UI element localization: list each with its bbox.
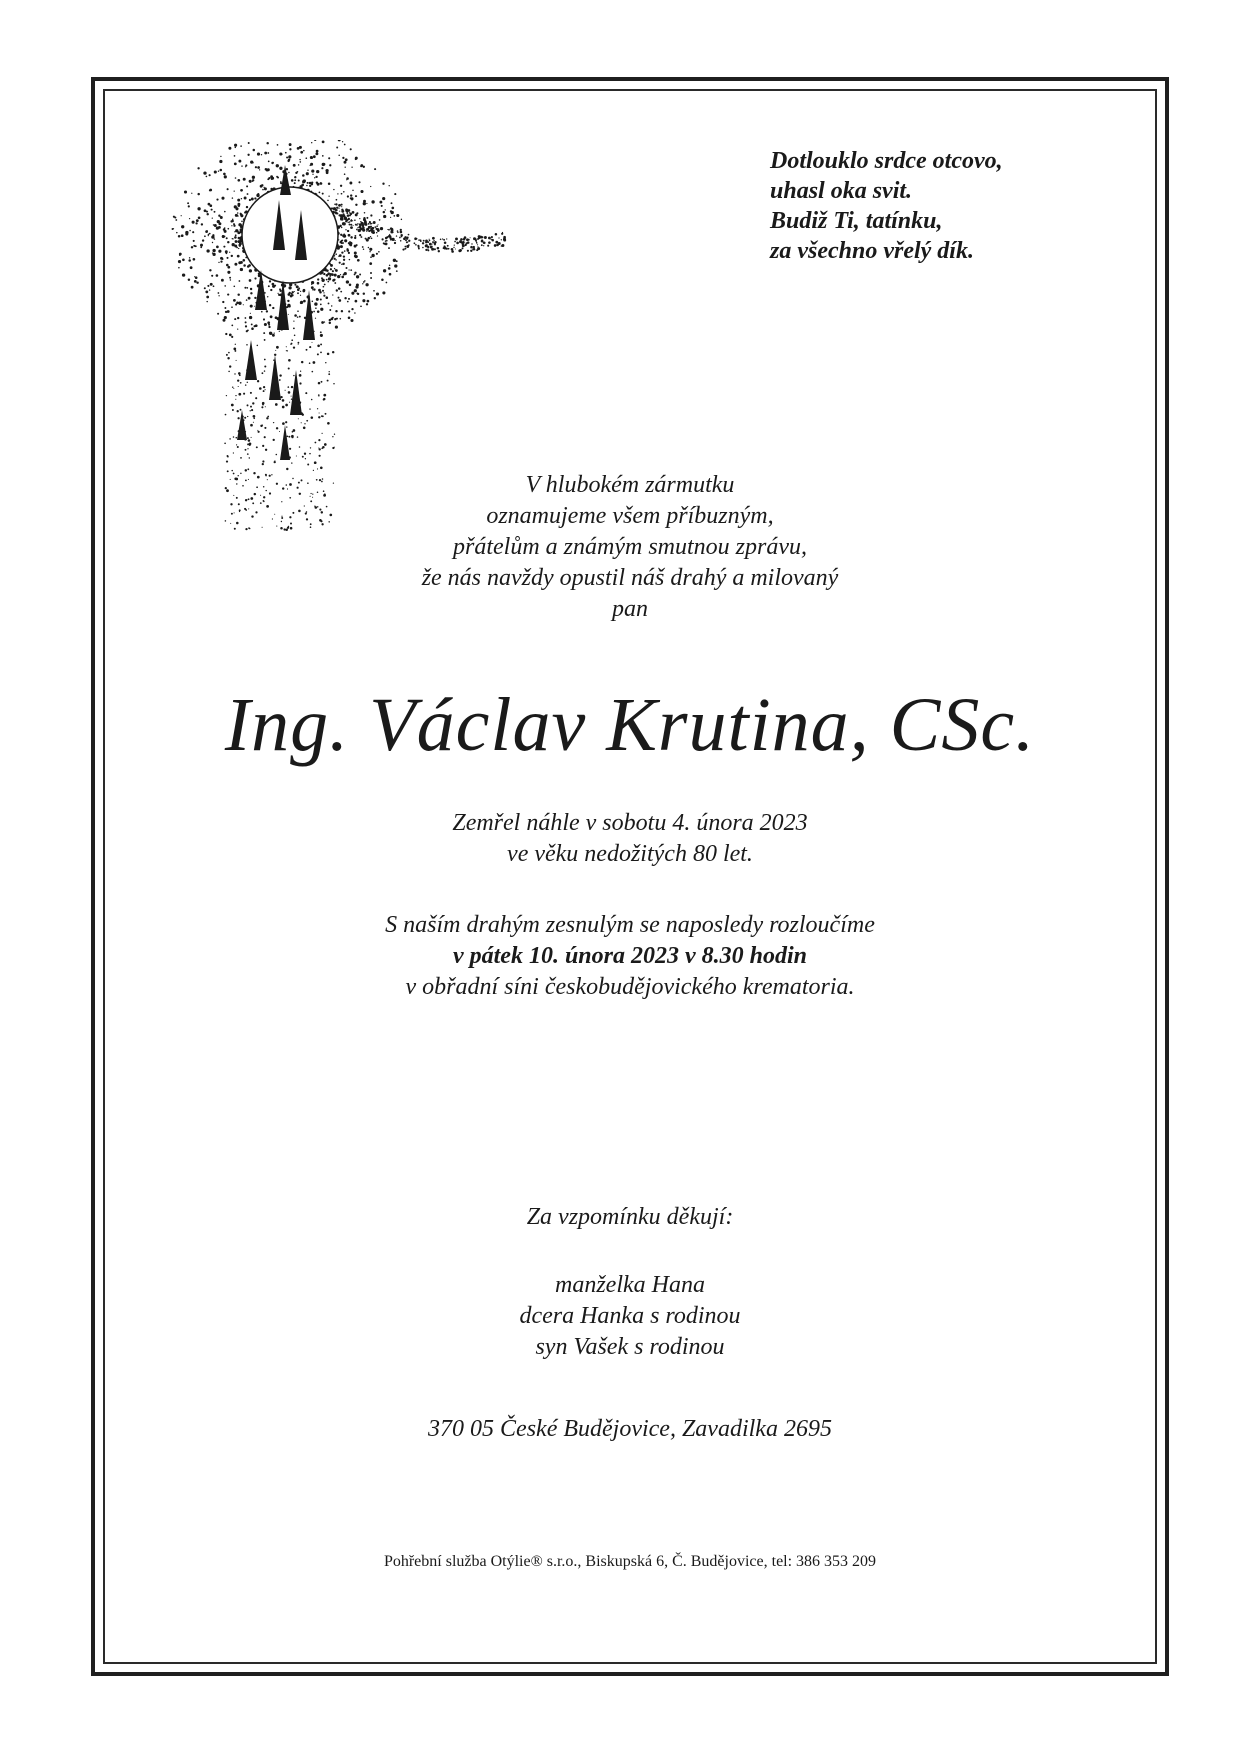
deceased-name: Ing. Václav Krutina, CSc.	[224, 683, 1036, 767]
verse-line: Dotlouklo srdce otcovo,	[770, 148, 1003, 174]
death-info-line: ve věku nedožitých 80 let.	[507, 841, 753, 867]
farewell-place: v obřadní síni českobudějovického krematoria.	[405, 974, 855, 1000]
verse-line: za všechno vřelý dík.	[770, 238, 974, 264]
verse-line: uhasl oka svit.	[770, 178, 913, 204]
death-info-line: Zemřel náhle v sobotu 4. února 2023	[452, 810, 808, 836]
farewell-date-time: v pátek 10. února 2023 v 8.30 hodin	[452, 943, 808, 969]
farewell-intro: S naším drahým zesnulým se naposledy rozloučíme	[385, 912, 875, 938]
death-info-block	[110, 808, 1150, 870]
announcement-line: V hlubokém zármutku	[525, 472, 735, 498]
thanks-heading: Za vzpomínku děkují:	[526, 1204, 734, 1230]
mourner-item: dcera Hanka s rodinou	[519, 1303, 741, 1329]
funeral-service-footer: Pohřební služba Otýlie® s.r.o., Biskupská 6, Č. Budějovice, tel: 386 353 209	[383, 1553, 877, 1570]
mourners-list	[110, 1270, 1150, 1363]
farewell-block	[110, 910, 1150, 1003]
announcement-line: že nás navždy opustil náš drahý a milovaný	[421, 565, 839, 591]
announcement-line: pan	[612, 596, 648, 622]
mourner-item: syn Vašek s rodinou	[535, 1334, 725, 1360]
mourner-item: manželka Hana	[555, 1272, 705, 1298]
address: 370 05 České Budějovice, Zavadilka 2695	[428, 1416, 832, 1442]
verse-line: Budiž Ti, tatínku,	[770, 208, 943, 234]
announcement-block	[110, 470, 1150, 625]
announcement-line: přátelům a známým smutnou zprávu,	[453, 534, 807, 560]
verse-block	[770, 146, 1090, 266]
announcement-line: oznamujeme všem příbuzným,	[486, 503, 774, 529]
